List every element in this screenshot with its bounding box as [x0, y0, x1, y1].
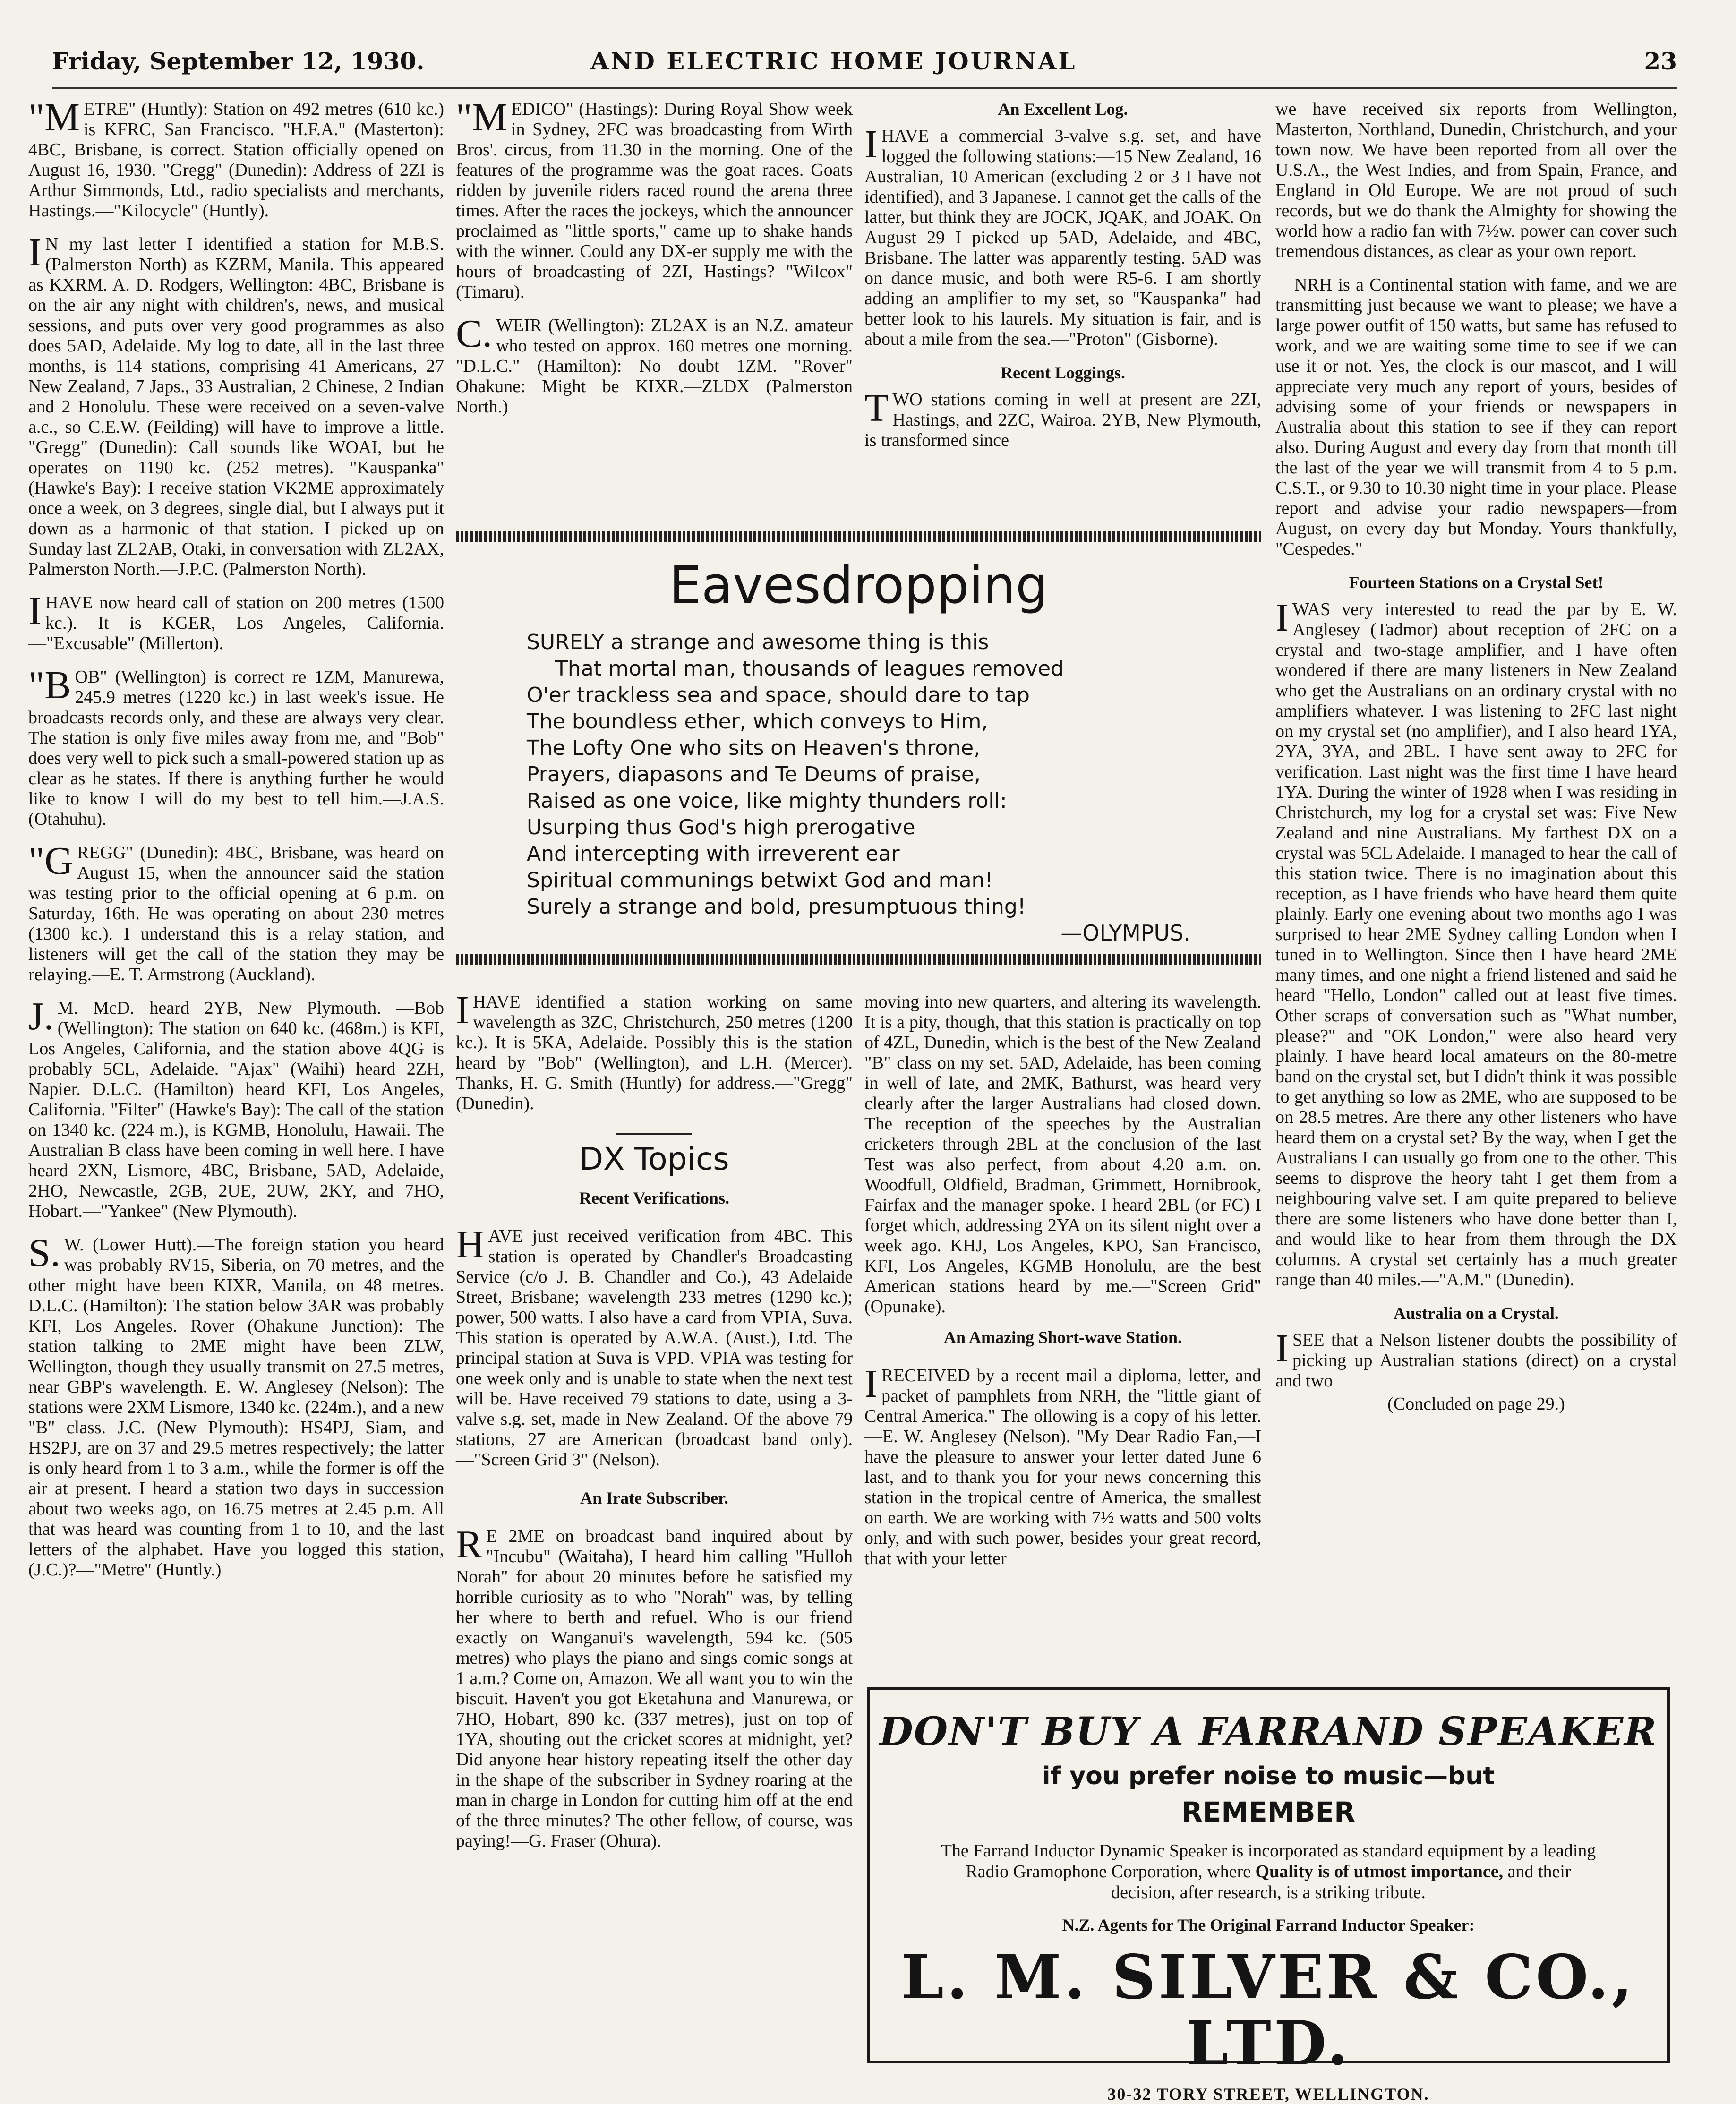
subhead-irate-subscriber: An Irate Subscriber. — [580, 1488, 728, 1507]
letter-gregg — [28, 839, 444, 985]
poem-line: Prayers, diapasons and Te Deums of praise, — [527, 762, 981, 787]
page-number: 23 — [1644, 47, 1677, 75]
letter-text: RECEIVED by a recent mail a diploma, letter, and packet of pamphlets from NRH, the "little giant of Central America." The ollowing is a copy of his letter.—E. W. Anglesey (Nelson). "My Dear Radio Fan,—I have the pleasure to answer your letter dated June 6 last, and to thank you for your news concerning this station in the tropical centre of America, the smallest on earth. We are working with 7½ watts and 500 volts only, and with such power, besides your great record, that with your letter — [864, 1366, 1261, 1568]
drop-cap: I — [1275, 1326, 1289, 1370]
letter-fraser — [456, 1522, 853, 1851]
letter-bob — [28, 663, 444, 830]
letter-c-weir — [456, 312, 853, 417]
subhead-recent-verifications: Recent Verifications. — [579, 1189, 729, 1207]
section-title-dx-topics: DX Topics — [579, 1141, 729, 1177]
letter-text: EDICO" (Hastings): During Royal Show week in Sydney, 2FC was broadcasting from Wirth Bros'. circus, from 11.30 in the morning. One of the features of the programme was the goat races. Goats ridden by juvenile riders raced round the arena three times. After the races the jockeys, which the announcer proclaimed as "little sports," came up to shake hands with the winner. Could any DX-er supply me with the hours of broadcasting of 2ZI, Hastings? "Wilcox" (Timaru). — [456, 99, 853, 302]
letter-text: W. (Lower Hutt).—The foreign station you heard was probably RV15, Siberia, on 70 metres, and the other might have been KIXR, Manila, on 48 metres. D.L.C. (Hamilton): The station below 3AR was probably KFI, Los Angeles. Rover (Ohakune Junction): The station talking to 2ME might have been ZLW, Wellington, though they usually transmit on 27.5 metres, near GBP's wavelength. E. W. Anglesey (Nelson): The stations were 2XM Lismore, 1340 kc. (224m.), and a new "B" class. J.C. (New Plymouth): HS4PJ, Siam, and HS2PJ, are on 37 and 29.5 metres respectively; the latter is only heard from 1 to 3 a.m., while the former is off the air at present. I heard a station two days in succession about two weeks ago, on 16.75 metres at 2.45 p.m. All that was heard was counting from 1 to 10, and the last letters of the alphabet. Have you logged this station, (J.C.)?—"Metre" (Huntly.) — [28, 1235, 444, 1580]
letter-medico — [456, 95, 853, 302]
poem-line: That mortal man, thousands of leagues removed — [555, 657, 1064, 681]
poem-line: The Lofty One who sits on Heaven's throne, — [527, 736, 981, 760]
drop-cap: "M — [28, 95, 80, 139]
ad-brand-name: L. M. SILVER & CO., LTD. — [901, 1942, 1635, 2079]
drop-cap: H — [456, 1223, 485, 1266]
drop-cap: "G — [28, 839, 73, 883]
subhead-fourteen-stations: Fourteen Stations on a Crystal Set! — [1349, 573, 1604, 592]
drop-cap: S. — [28, 1231, 60, 1275]
ad-remember: REMEMBER — [1181, 1796, 1355, 1828]
drop-cap: C. — [456, 312, 493, 356]
poem-title: Eavesdropping — [669, 556, 1048, 615]
poem-signature: —OLYMPUS. — [1060, 920, 1190, 946]
letter-recent-loggings — [864, 386, 1261, 451]
poem-line: Usurping thus God's high prerogative — [527, 815, 915, 839]
drop-cap: R — [456, 1522, 483, 1566]
poem-line: Raised as one voice, like mighty thunders roll: — [527, 789, 1007, 813]
letter-text: E 2ME on broadcast band inquired about by "Incubu" (Waitaha), I heard him calling "Hulloh Norah" for about 20 minutes before he satisfied my horrible curiosity as to who "Norah" was, by telling her where to berth and refuel. Who is our friend exactly on Wanganui's wavelength, 594 kc. (505 metres) who plays the piano and sings comic songs at 1 a.m.? Come on, Amazon. We all want you to win the biscuit. Haven't you got Eketahuna and Manurewa, or 7HO, Hobart, 890 kc. (337 metres), just on top of 1YA, shouting out the cricket scores at midnight, yet? Did anyone hear history repeating itself the other day in the shape of the subscriber in Sydney roaring at the man in charge in London for cutting him off at the end of the three minutes? The other fellow, of course, was paying!—G. Fraser (Ohura). — [456, 1526, 853, 1851]
letter-nrh-intro — [864, 1362, 1261, 1569]
drop-cap: I — [28, 231, 42, 274]
letter-text: SEE that a Nelson listener doubts the possibility of picking up Australian stations (direct) on a crystal and two — [1275, 1330, 1677, 1391]
poem-line: And intercepting with irreverent ear — [527, 842, 900, 866]
column-3-lower — [864, 992, 1261, 1587]
letter-sw — [28, 1231, 444, 1580]
ad-body-emphasis: Quality is of utmost importance, — [1255, 1862, 1504, 1882]
ad-body — [936, 1840, 1601, 1903]
header-rule — [52, 87, 1677, 89]
letter-proton — [864, 122, 1261, 350]
letter-text: HAVE a commercial 3-valve s.g. set, and have logged the following stations:—15 New Zealand, 16 Australian, 10 American (excluding 2 or 3 I have not identified), and 3 Japanese. I cannot get the calls of the latter, but think they are JOCK, JQAK, and JOAK. On August 29 I picked up 5AD, Adelaide, and 4BC, Brisbane. The latter was apparently testing. 5AD was on dance music, and both were R5-6. I am shortly adding an amplifier to my set, so "Kauspanka" had better look to his laurels. My situation is fair, and is about a mile from the sea.—"Proton" (Gisborne). — [864, 126, 1261, 349]
letter-text: M. McD. heard 2YB, New Plymouth. —Bob (Wellington): The station on 640 kc. (468m.) is KFI, Los Angeles, California, and the station above 4QG is probably 5CL, Adelaide. "Ajax" (Waihi) heard 2ZH, Napier. D.L.C. (Hamilton) heard KFI, Los Angeles, California. "Filter" (Hawke's Bay): The call of the station on 1340 kc. (224 m.), is KGMB, Honolulu, Hawaii. The Australian B class have been coming in well here. I have heard 2XN, Lismore, 4BC, Brisbane, 5AD, Adelaide, 2HO, Newcastle, 2GB, 2UE, 2UW, 2KY, and 7HO, Hobart.—"Yankee" (New Plymouth). — [28, 998, 444, 1221]
ad-address: 30-32 TORY STREET, WELLINGTON. — [1107, 2085, 1429, 2104]
section-rule — [616, 1133, 692, 1135]
nrh-letter-part-2: NRH is a Continental station with fame, and we are transmitting just because we want to please; we have a large power outfit of 150 watts, but same has refused to work, and we are waiting some time to see if we can use it or not. Yes, the clock is our mascot, and I will appreciate very much any report of yours, besides of advising some of your friends or newspapers in Australia about this station to see if they can report also. During August and every day from that month till the last of the year we will transmit from 4 to 5 p.m. C.S.T., or 9.30 to 10.30 night time in your place. Please report and advise your radio newspapers—from August, on every day but Monday. Yours thankfully, "Cespedes." — [1275, 275, 1677, 559]
column-2-top — [456, 95, 853, 430]
ad-body-text: The Farrand Inductor Dynamic Speaker is incorporated as standard equipment by a leading Radio Gramophone Corporation, where — [941, 1841, 1596, 1882]
column-2-lower — [456, 988, 853, 1869]
publication-title: AND ELECTRIC HOME JOURNAL — [590, 47, 1077, 75]
poem-eavesdropping — [456, 531, 1261, 980]
letter-excusable — [28, 589, 444, 654]
poem-line: Spiritual communings betwixt God and man! — [527, 868, 993, 892]
ad-body-text: and their decision, after research, is a striking tribute. — [1111, 1862, 1571, 1902]
ad-agents: N.Z. Agents for The Original Farrand Inductor Speaker: — [1062, 1916, 1475, 1934]
letter-text: HAVE now heard call of station on 200 metres (1500 kc.). It is KGER, Los Angeles, California.—"Excusable" (Millerton). — [28, 593, 444, 653]
letter-text: REGG" (Dunedin): 4BC, Brisbane, was heard on August 15, when the announcer said the station was testing prior to the official opening at 6 p.m. on Saturday, 16th. He was operating on about 230 metres (1300 kc.). I understand this is a relay station, and listeners will get the call of the station they may be relaying.—E. T. Armstrong (Auckland). — [28, 843, 444, 984]
subhead-recent-loggings: Recent Loggings. — [1001, 363, 1125, 382]
issue-date: Friday, September 12, 1930. — [52, 47, 425, 75]
letter-text: WAS very interested to read the par by E. W. Anglesey (Tadmor) about reception of 2FC on a crystal and two-stage amplifier, and I have often wondered if there are many listeners in New Zealand who get the Australians on an ordinary crystal with no amplifiers whatever. I was listening to 2FC last night on my crystal set (no amplifier), and I also heard 1YA, 2YA, 3YA, and 2BL. I have sent away to 2FC for verification. Last night was the first time I have heard 1YA. During the winter of 1928 when I was residing in Christchurch, my log for a crystal set was: Five New Zealand and nine Australians. My farthest DX on a crystal was 5CL Adelaide. I managed to hear the call of this station twice. There is no imagination about this reception, as I have friends who have heard them quite plainly. Early one evening about two months ago I was surprised to hear 2ME Sydney calling London when I tuned in to Wellington. Since then I have heard 2ME many times, and one night a friend listened and said he heard "Hello, London" called out at least five times. Other scraps of conversation such as "What number, please?" and "OK London," were also heard very plainly. I have heard local amateurs on the 80-metre band on the crystal set, but I didn't think it was possible to get anything so low as 2ME, who are supposed to be on 28.5 metres. Are there any other listeners who have heard them on a crystal set? By the way, when I get the Australians I can usually go from one to the other. This seems to disprove the heory taht I get them from a neighbouring valve set. I am quite prepared to believe there are some listeners who have done better than I, and would like to hear from them through the DX columns. A crystal set certainly has a much greater range than 40 miles.—"A.M." (Dunedin). — [1275, 599, 1677, 1290]
letter-text: N my last letter I identified a station for M.B.S. (Palmerston North) as KZRM, Manila. This appeared as KXRM. A. D. Rodgers, Wellington: 4BC, Brisbane is on the air any night with children's, news, and musical sessions, and puts over very good programmes as also does 5AD, Adelaide. My log to date, all in the last three months, is 114 stations, comprising 41 Americans, 27 New Zealand, 7 Japs., 33 Australian, 2 Chinese, 2 Indian and 2 Honolulu. These were received on a seven-valve a.c., so C.E.W. (Feilding) will have to improve a little. "Gregg" (Dunedin): Call sounds like WOAI, but he operates on 1190 kc. (252 metres). "Kauspanka" (Hawke's Bay): I receive station VK2ME approximately once a week, on 3 degrees, single dial, but I always put it down as a harmonic of that station. I picked up on Sunday last ZL2AB, Otaki, in conversation with ZL2AX, Palmerston North.—J.P.C. (Palmerston North). — [28, 234, 444, 579]
poem-line: Surely a strange and bold, presumptuous thing! — [527, 895, 1026, 919]
dotted-rule-bottom — [456, 954, 1261, 965]
column-1 — [28, 95, 444, 2083]
drop-cap: I — [864, 1362, 878, 1406]
poem-line: O'er trackless sea and space, should dare to tap — [527, 683, 1030, 707]
letter-text: ETRE" (Huntly): Station on 492 metres (610 kc.) is KFRC, San Francisco. "H.F.A." (Masterton): 4BC, Brisbane, is correct. Station officially opened on August 16, 1930. "Gregg" (Dunedin): Address of 2ZI is Arthur Simmonds, Ltd., radio specialists and merchants, Hastings.—"Kilocycle" (Huntly). — [28, 99, 444, 221]
drop-cap: I — [28, 589, 42, 633]
column-4 — [1275, 99, 1677, 1682]
subhead-amazing-short-wave: An Amazing Short-wave Station. — [943, 1328, 1182, 1347]
letter-gregg-5ka — [456, 988, 853, 1114]
drop-cap: J. — [28, 994, 54, 1038]
drop-cap: T — [864, 386, 889, 430]
letter-text: WEIR (Wellington): ZL2AX is an N.Z. amateur who tested on approx. 160 metres one morning. "D.L.C." (Hamilton): No doubt 1ZM. "Rover" Ohakune: Might be KIXR.—ZLDX (Palmerston North.) — [456, 316, 853, 417]
drop-cap: "B — [28, 663, 71, 707]
letter-jpc — [28, 231, 444, 580]
letter-australia-crystal — [1275, 1326, 1677, 1391]
letter-screen-grid-opunake: moving into new quarters, and altering its wavelength. It is a pity, though, that this station is practically on top of 4ZL, Dunedin, which is the best of the New Zealand "B" class on my set. 5AD, Adelaide, has been coming in well of late, and 2MK, Bathurst, was heard very clearly after the larger Australians had closed down. The reception of the speeches by the Australian cricketers through 2BL at the conclusion of the last Test was also perfect, from about 4.20 a.m. on. Woodfull, Oldfield, Bradman, Grimmett, Hornibrook, Fairfax and the manager spoke. I heard 2BL (or FC) I forget which, addressing 2YA on its silent night over a week ago. KHJ, Los Angeles, KPO, San Francisco, KFI, Los Angeles, KGMB Honolulu, are the best American stations heard by me.—"Screen Grid" (Opunake). — [864, 992, 1261, 1317]
subhead-excellent-log: An Excellent Log. — [998, 100, 1128, 119]
letter-text: WO stations coming in well at present are 2ZI, Hastings, and 2ZC, Wairoa. 2YB, New Plymouth, is transformed since — [864, 390, 1261, 450]
drop-cap: I — [456, 988, 469, 1032]
poem-line: The boundless ether, which conveys to Him, — [527, 710, 988, 734]
letter-am-dunedin — [1275, 596, 1677, 1290]
farrand-advertisement — [867, 1687, 1670, 2104]
subhead-australia-crystal: Australia on a Crystal. — [1394, 1304, 1559, 1323]
continued-note: (Concluded on page 29.) — [1387, 1394, 1565, 1414]
letter-text: OB" (Wellington) is correct re 1ZM, Manurewa, 245.9 metres (1220 kc.) in last week's issue. He broadcasts records only, and these are always very clear. The station is only five miles away from me, and "Bob" does very well to pick such a small-powered station up as clear as he states. If there is anything further he would like to know I will do my best to tell him.—J.A.S. (Otahuhu). — [28, 667, 444, 829]
poem-body — [527, 629, 1261, 920]
nrh-letter-part-1: we have received six reports from Wellington, Masterton, Northland, Dunedin, Christchurch, and your town now. We have been reported from all over the U.S.A., the West Indies, and from Spain, France, and England in Old Europe. We are not proud of such records, but we do thank the Almighty for showing the world how a radio fan with 7½w. power can cover such tremendous distances, as clear as your own report. — [1275, 99, 1677, 261]
letter-screen-grid-3 — [456, 1223, 853, 1470]
ad-subheadline: if you prefer noise to music—but — [1042, 1762, 1495, 1790]
drop-cap: "M — [456, 95, 507, 139]
letter-text: HAVE identified a station working on same wavelength as 3ZC, Christchurch, 250 metres (1200 kc.). It is 5KA, Adelaide. Possibly this is the station heard by "Bob" (Wellington), and L.H. (Mercer). Thanks, H. G. Smith (Huntly) for address.—"Gregg" (Dunedin). — [456, 992, 853, 1113]
letter-jm-mcd — [28, 994, 444, 1222]
poem-line: SURELY a strange and awesome thing is this — [527, 630, 989, 654]
letter-metre — [28, 95, 444, 221]
ad-headline: DON'T BUY A FARRAND SPEAKER — [879, 1709, 1658, 1754]
dotted-rule-top — [456, 531, 1261, 542]
drop-cap: I — [864, 122, 878, 166]
letter-text: AVE just received verification from 4BC. This station is operated by Chandler's Broadcasting Service (c/o J. B. Chandler and Co.), 43 Adelaide Street, Brisbane; wavelength 233 metres (1290 kc.); power, 500 watts. I also have a card from VPIA, Suva. This station is operated by A.W.A. (Aust.), Ltd. The principal station at Suva is VPD. VPIA was testing for one week only and is unable to state when the next test will be. Have received 79 stations to date, using a 3-valve s.g. set, made in New Zealand. Of the above 79 stations, 27 are American (broadcast band only).—"Screen Grid 3" (Nelson). — [456, 1226, 853, 1470]
drop-cap: I — [1275, 596, 1289, 640]
column-3-top — [864, 99, 1261, 464]
